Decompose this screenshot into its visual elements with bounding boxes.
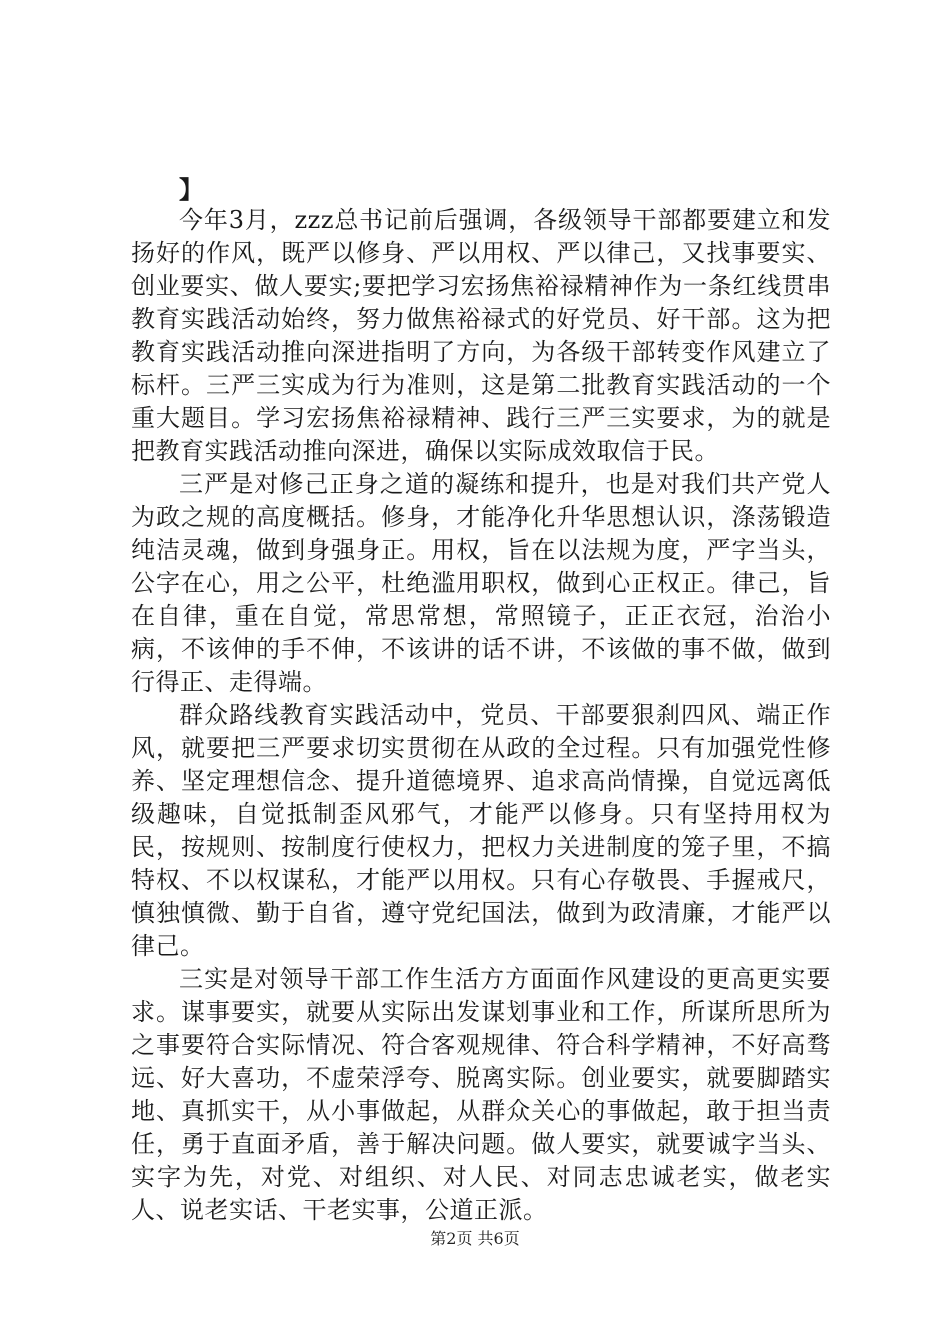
page-number-footer: 第2页 共6页 xyxy=(430,1229,520,1248)
paragraph-2: 三严是对修己正身之道的凝练和提升，也是对我们共产党人为政之规的高度概括。修身，才能净化升华思想认识，涤荡锻造纯洁灵魂，做到身强身正。用权，旨在以法规为度，严字当头，公字在心，用之公平，杜绝滥用职权，做到心正权正。律己，旨在自律，重在自觉，常思常想，常照镜子，正正衣冠，治治小病，不该伸的手不伸，不该讲的话不讲，不该做的事不做，做到行得正、走得端。 xyxy=(131,470,831,696)
closing-bracket: 】 xyxy=(179,175,204,204)
paragraph-1: 今年3月，zzz总书记前后强调，各级领导干部都要建立和发扬好的作风，既严以修身、严以用权、严以律己，又找事要实、创业要实、做人要实;要把学习宏扬焦裕禄精神作为一条红线贯串教育实践活动始终，努力做焦裕禄式的好党员、好干部。这为把教育实践活动推向深进指明了方向，为各级干部转变作风建立了标杆。三严三实成为行为准则，这是第二批教育实践活动的一个重大题目。学习宏扬焦裕禄精神、践行三严三实要求，为的就是把教育实践活动推向深进，确保以实际成效取信于民。 xyxy=(131,206,831,465)
paragraph-3: 群众路线教育实践活动中，党员、干部要狠刹四风、端正作风，就要把三严要求切实贯彻在从政的全过程。只有加强党性修养、坚定理想信念、提升道德境界、追求高尚情操，自觉远离低级趣味，自觉抵制歪风邪气，才能严以修身。只有坚持用权为民，按规则、按制度行使权力，把权力关进制度的笼子里，不搞特权、不以权谋私，才能严以用权。只有心存敬畏、手握戒尺，慎独慎微、勤于自省，遵守党纪国法，做到为政清廉，才能严以律己。 xyxy=(131,701,831,960)
document-body xyxy=(131,176,831,1227)
paragraph-4: 三实是对领导干部工作生活方方面面作风建设的更高更实要求。谋事要实，就要从实际出发谋划事业和工作，所谋所思所为之事要符合实际情况、符合客观规律、符合科学精神，不好高骛远、好大喜功，不虚荣浮夸、脱离实际。创业要实，就要脚踏实地、真抓实干，从小事做起，从群众关心的事做起，敢于担当责任，勇于直面矛盾，善于解决问题。做人要实，就要诚字当头、实字为先，对党、对组织、对人民、对同志忠诚老实，做老实人、说老实话、干老实事，公道正派。 xyxy=(131,965,831,1224)
